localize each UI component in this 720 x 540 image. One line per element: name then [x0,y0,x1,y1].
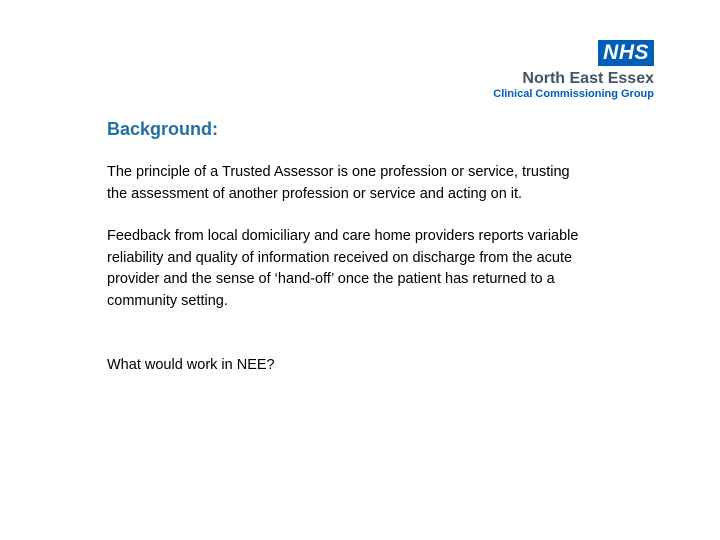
paragraph-feedback: Feedback from local domiciliary and care home providers reports variable reliability and quality of information received on discharge from the acute provider and the sense of ‘hand-off’ once the patient has returned to a community setting. [107,228,579,309]
paragraph-trusted-assessor: The principle of a Trusted Assessor is one profession or service, trusting the assessment of another profession or service and acting on it. [107,164,570,202]
slide-body [107,118,597,377]
slide-heading: Background: [107,119,219,139]
organisation-subtitle: Clinical Commissioning Group [493,88,654,100]
organisation-name: North East Essex [522,70,654,87]
question-text: What would work in NEE? [107,357,275,373]
nhs-badge: NHS [598,40,654,66]
nhs-logo [482,40,654,106]
